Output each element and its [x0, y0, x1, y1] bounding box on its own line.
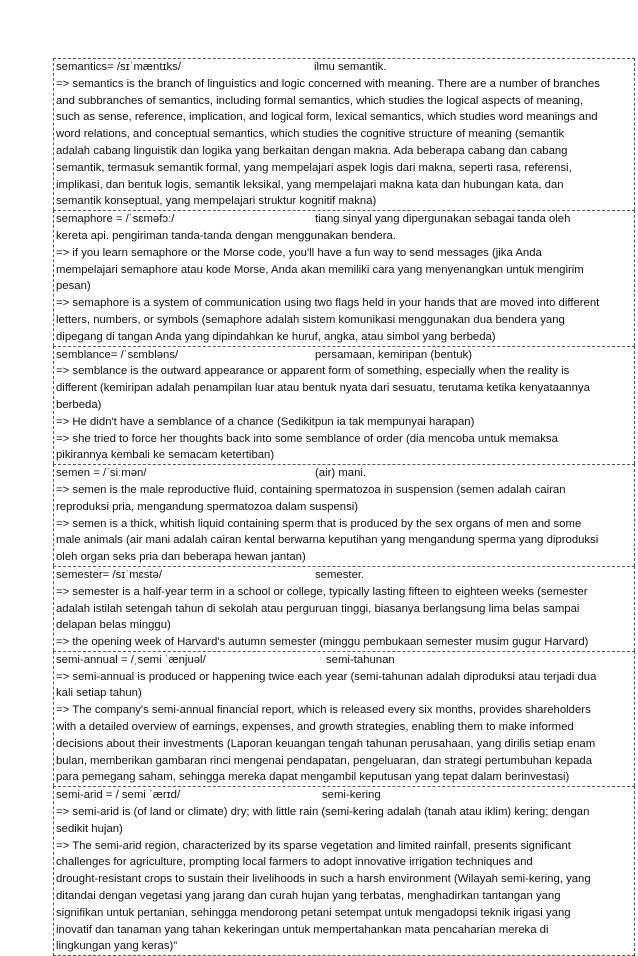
entry-translation: ilmu semantik. [314, 61, 387, 73]
entry-text-line: kereta api. pengiriman tanda-tanda dengan menggunakan bendera. [56, 229, 396, 242]
entry-text-line: sedikit hujan) [56, 822, 123, 835]
entry-text-line: => semester is a half-year term in a school or college, typically lasting fifteen to eighteen weeks (semester [56, 585, 588, 598]
entry-text-line: inovatif dan tanaman yang tahan kekeringan untuk mempertahankan mata pencaharian mereka di [56, 923, 549, 936]
dictionary-entry [53, 651, 635, 786]
entry-text-line: => she tried to force her thoughts back into some semblance of order (dia mencoba untuk memaksa [56, 432, 558, 445]
dictionary-entry [53, 210, 635, 345]
entry-text-line: berbeda) [56, 398, 102, 411]
entry-text-line: => semantics is the branch of linguistics and logic concerned with meaning. There are a number of branches [56, 77, 600, 90]
entry-heading [56, 567, 632, 584]
entry-term: semaphore = /ˈsɛməfɔː/ [56, 213, 175, 226]
entry-text-line: reproduksi pria, mengandung spermatozoa dalam suspensi) [56, 500, 359, 513]
entry-translation: tiang sinyal yang dipergunakan sebagai tanda oleh [315, 213, 571, 226]
entry-heading [56, 211, 632, 228]
entry-text-line: implikasi, dan bentuk logis, semantik leksikal, yang mempelajari makna kata dan hubungan kata, dan [56, 178, 564, 191]
entry-translation: semi-tahunan [326, 653, 395, 666]
dictionary-entry [53, 566, 635, 651]
entry-translation: persamaan, kemiripan (bentuk) [315, 348, 472, 361]
entry-text-line: lingkungan yang keras)" [56, 940, 178, 953]
entry-heading [56, 787, 632, 804]
entry-text-line: => The company's semi-annual financial report, which is released every six months, provides shareholders [56, 704, 591, 717]
entry-text-line: letters, numbers, or symbols (semaphore adalah sistem komunikasi menggunakan dua bendera yang [56, 313, 565, 326]
entry-text-line: para pemegang saham, sehingga mereka dapat mengambil keputusan yang tepat dalam berinvestasi) [56, 771, 570, 784]
entry-heading [56, 652, 632, 669]
entry-text-line: delapan belas minggu) [56, 619, 171, 632]
entry-translation: semi-kering [322, 789, 381, 802]
entry-term: semi-arid = / semi ˈærɪd/ [56, 789, 181, 802]
dictionary-entry [53, 346, 635, 465]
entry-heading [56, 347, 632, 364]
entry-text-line: semantik konseptual, yang mempelajari struktur kognitif makna) [56, 195, 377, 208]
entry-text-line: with a detailed overview of earnings, expenses, and growth strategies, enabling them to make informed [56, 721, 574, 734]
entry-text-line: => semblance is the outward appearance or apparent form of something, especially when the reality is [56, 365, 570, 378]
dictionary-entry [53, 58, 635, 210]
entry-term: semi-annual = /ˌsemi ˈænjuəl/ [56, 653, 206, 666]
entry-text-line: => semi-arid is (of land or climate) dry; with little rain (semi-kering adalah (tanah atau iklim) kering; dengan [56, 806, 590, 819]
entry-text-line: different (kemiripan adalah penampilan luar atau bentuk nyata dari sesuatu, terutama ketika kenyataannya [56, 382, 590, 395]
entry-text-line: kali setiap tahun) [56, 687, 142, 700]
dictionary-entry [53, 786, 635, 956]
entry-term: semen = /ˈsiːmən/ [56, 467, 147, 480]
entry-heading [56, 465, 632, 482]
entry-text-line: ditandai dengan vegetasi yang jarang dan curah hujan yang terbatas, menghadirkan tantangan yang [56, 890, 561, 903]
entry-text-line: => the opening week of Harvard's autumn semester (minggu pembukaan semester musim gugur Harvard) [56, 636, 589, 649]
dictionary-page [53, 58, 635, 956]
entry-term: semantics= /sɪˈmæntɪks/ [56, 61, 182, 73]
entry-text-line: pesan) [56, 280, 91, 293]
entry-heading [56, 59, 632, 76]
entry-text-line: oleh organ seks pria dan beberapa hewan jantan) [56, 551, 306, 564]
entry-text-line: dipegang di tangan Anda yang dipindahkan ke huruf, angka, atau simbol yang berbeda) [56, 330, 496, 343]
entry-text-line: adalah cabang linguistik dan logika yang berkaitan dengan makna. Ada beberapa cabang dan cabang [56, 144, 568, 157]
entry-text-line: drought-resistant crops to sustain their livelihoods in such a harsh environment (Wilayah semi-kering, yang [56, 873, 591, 886]
entry-text-line: => semaphore is a system of communication using two flags held in your hands that are moved into different [56, 297, 600, 310]
entry-text-line: mempelajari semaphore atau kode Morse, Anda akan memiliki cara yang menyenangkan untuk mengirim [56, 263, 584, 276]
entry-text-line: => semi-annual is produced or happening twice each year (semi-tahunan adalah diproduksi atau terjadi dua [56, 670, 597, 683]
entry-term: semester= /sɪˈmɛstə/ [56, 568, 162, 581]
entry-text-line: male animals (air mani adalah cairan kental berwarna keputihan yang mengandung sperma yang diproduksi [56, 534, 599, 547]
dictionary-entry [53, 464, 635, 566]
entry-term: semblance= /ˈsɛmbləns/ [56, 348, 179, 361]
entry-text-line: challenges for agriculture, prompting local farmers to adopt innovative irrigation techniques and [56, 856, 533, 869]
entry-text-line: => if you learn semaphore or the Morse code, you'll have a fun way to send messages (jika Anda [56, 246, 542, 259]
entry-text-line: word relations, and conceptual semantics, which studies the cognitive structure of meaning (semantik [56, 128, 565, 141]
entry-text-line: and subbranches of semantics, including formal semantics, which studies the logical aspects of meaning, [56, 94, 584, 107]
entry-text-line: semantik, termasuk semantik formal, yang mempelajari aspek logis dari makna, seperti rasa, referensi, [56, 161, 572, 174]
entry-text-line: pikirannya kembali ke semacam ketertiban) [56, 449, 275, 462]
entry-text-line: such as sense, reference, implication, and logical form, lexical semantics, which studies word meanings and [56, 111, 598, 124]
entry-text-line: => The semi-arid region, characterized by its sparse vegetation and limited rainfall, presents significant [56, 839, 571, 852]
entry-text-line: => semen is a thick, whitish liquid containing sperm that is produced by the sex organs of men and some [56, 517, 582, 530]
entry-text-line: adalah istilah setengah tahun di sekolah atau perguruan tinggi, biasanya berlangsung lima belas sampai [56, 602, 580, 615]
entry-text-line: bulan, memberikan gambaran rinci mengenai pendapatan, pengeluaran, dan strategi pertumbuhan kepada [56, 754, 593, 767]
entry-text-line: signifikan untuk pertanian, sehingga mendorong petani setempat untuk mengadopsi teknik irigasi yang [56, 906, 571, 919]
entry-text-line: decisions about their investments (Laporan keuangan tengah tahunan perusahaan, yang dirilis setiap enam [56, 737, 596, 750]
entry-translation: semester. [315, 568, 365, 581]
entry-translation: (air) mani. [315, 467, 367, 480]
entry-text-line: => He didn't have a semblance of a chance (Sedikitpun ia tak mempunyai harapan) [56, 415, 475, 428]
entry-text-line: => semen is the male reproductive fluid, containing spermatozoa in suspension (semen adalah cairan [56, 483, 566, 496]
